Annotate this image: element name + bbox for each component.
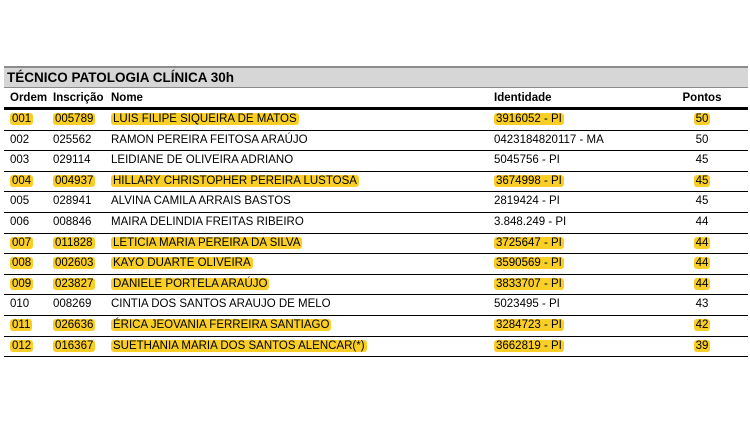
cell-pontos-text: 44: [695, 277, 709, 290]
cell-inscricao: [53, 234, 95, 253]
cell-ordem-text: 012: [12, 339, 32, 352]
cell-identidade: [494, 316, 564, 335]
cell-ordem: [10, 192, 29, 211]
cell-identidade-text: 3725647 - PI: [496, 236, 562, 249]
cell-nome-text: LETICIA MARIA PEREIRA DA SILVA: [113, 236, 301, 249]
cell-inscricao-text: 016367: [55, 339, 94, 352]
header-pontos: Pontos: [682, 92, 722, 104]
cell-inscricao: [53, 337, 95, 356]
cell-nome-text: DANIELE PORTELA ARAÚJO: [113, 277, 268, 290]
table-row: [4, 192, 748, 213]
cell-pontos: [680, 234, 724, 253]
table-row: [4, 172, 748, 193]
header-identidade: Identidade: [494, 92, 552, 104]
cell-ordem-text: 011: [12, 318, 31, 331]
cell-inscricao-text: 028941: [53, 195, 92, 208]
cell-nome-text: HILLARY CHRISTOPHER PEREIRA LUSTOSA: [113, 174, 357, 187]
table-header: [4, 88, 748, 110]
cell-pontos: [680, 337, 724, 356]
cell-pontos: [680, 254, 724, 273]
cell-nome: [111, 192, 291, 211]
cell-pontos: [680, 213, 724, 232]
cell-nome: [111, 151, 293, 170]
table-row: [4, 337, 748, 358]
header-inscricao: Inscrição: [53, 92, 104, 104]
cell-ordem-text: 005: [10, 195, 30, 208]
table-row: [4, 275, 748, 296]
table-row: [4, 110, 748, 131]
header-ordem: Ordem: [10, 92, 48, 104]
cell-ordem-text: 001: [12, 113, 32, 125]
cell-identidade-text: 3916052 - PI: [496, 113, 562, 125]
cell-identidade-text: 3662819 - PI: [496, 339, 562, 352]
cell-identidade-text: 2819424 - PI: [494, 195, 560, 208]
cell-nome: [111, 295, 331, 314]
table-row: [4, 131, 748, 152]
cell-nome-text: MAIRA DELINDIA FREITAS RIBEIRO: [111, 215, 304, 228]
cell-pontos-text: 45: [695, 154, 709, 167]
cell-identidade: [494, 254, 564, 273]
cell-identidade: [494, 213, 566, 232]
cell-nome: [111, 275, 269, 294]
cell-identidade: [494, 234, 564, 253]
cell-ordem: [10, 234, 33, 253]
cell-nome-text: KAYO DUARTE OLIVEIRA: [113, 257, 251, 270]
cell-ordem: [10, 131, 29, 150]
cell-pontos: [680, 275, 724, 294]
cell-inscricao-text: 011828: [55, 236, 93, 249]
cell-identidade: [494, 275, 564, 294]
cell-ordem-text: 006: [10, 215, 30, 228]
cell-pontos: [680, 131, 724, 150]
cell-nome: [111, 316, 331, 335]
cell-ordem: [10, 254, 33, 273]
cell-inscricao: [53, 172, 95, 191]
cell-ordem-text: 008: [12, 257, 32, 270]
table-body: [4, 110, 748, 357]
cell-inscricao: [53, 275, 95, 294]
cell-pontos: [680, 151, 724, 170]
cell-pontos-text: 50: [695, 133, 709, 146]
cell-ordem: [10, 337, 33, 356]
cell-inscricao-text: 008846: [53, 215, 92, 228]
cell-pontos-text: 50: [695, 113, 709, 125]
cell-inscricao-text: 002603: [55, 257, 94, 270]
cell-ordem: [10, 151, 29, 170]
table-row: [4, 234, 748, 255]
cell-identidade: [494, 110, 564, 129]
cell-identidade: [494, 172, 564, 191]
table-row: [4, 213, 748, 234]
cell-nome-text: ALVINA CAMILA ARRAIS BASTOS: [111, 195, 291, 208]
cell-ordem-text: 007: [12, 236, 32, 249]
cell-nome-text: CINTIA DOS SANTOS ARAUJO DE MELO: [111, 298, 331, 311]
table-row: [4, 254, 748, 275]
cell-ordem: [10, 295, 29, 314]
cell-identidade: [494, 295, 560, 314]
cell-inscricao-text: 005789: [55, 113, 94, 125]
cell-nome: [111, 337, 367, 356]
cell-inscricao: [53, 110, 95, 129]
cell-identidade: [494, 151, 560, 170]
cell-ordem: [10, 213, 29, 232]
cell-pontos: [680, 295, 724, 314]
cell-ordem-text: 002: [10, 133, 30, 146]
table-row: [4, 295, 748, 316]
cell-ordem-text: 010: [10, 298, 30, 311]
cell-identidade-text: 3833707 - PI: [496, 277, 562, 290]
cell-inscricao-text: 004937: [55, 174, 94, 187]
cell-inscricao: [53, 131, 91, 150]
cell-pontos: [680, 172, 724, 191]
cell-inscricao: [53, 192, 91, 211]
cell-identidade-text: 3284723 - PI: [496, 318, 562, 331]
cell-pontos-text: 45: [695, 195, 709, 208]
cell-ordem-text: 004: [12, 174, 32, 187]
cell-inscricao: [53, 254, 95, 273]
cell-nome: [111, 213, 304, 232]
cell-pontos: [680, 192, 724, 211]
cell-identidade-text: 3590569 - PI: [496, 257, 562, 270]
cell-inscricao: [53, 316, 95, 335]
cell-inscricao-text: 026636: [55, 318, 94, 331]
cell-pontos: [680, 110, 724, 129]
cell-ordem: [10, 316, 32, 335]
cell-nome-text: ÉRICA JEOVANIA FERREIRA SANTIAGO: [113, 318, 330, 331]
cell-ordem-text: 009: [12, 277, 32, 290]
cell-inscricao-text: 029114: [53, 154, 91, 167]
cell-inscricao-text: 023827: [55, 277, 94, 290]
cell-identidade-text: 3.848.249 - PI: [494, 215, 567, 228]
table-row: [4, 151, 748, 172]
cell-pontos-text: 45: [695, 174, 709, 187]
cell-pontos-text: 39: [695, 339, 709, 352]
cell-identidade: [494, 337, 564, 356]
cell-pontos-text: 43: [695, 298, 709, 311]
cell-nome: [111, 110, 299, 129]
cell-ordem-text: 003: [10, 154, 30, 167]
cell-nome-text: LUIS FILIPE SIQUEIRA DE MATOS: [113, 113, 297, 125]
cell-identidade-text: 3674998 - PI: [496, 174, 562, 187]
cell-inscricao: [53, 295, 91, 314]
cell-ordem: [10, 172, 33, 191]
cell-pontos-text: 44: [695, 215, 709, 228]
cell-ordem: [10, 275, 33, 294]
cell-inscricao-text: 008269: [53, 298, 92, 311]
cell-pontos-text: 44: [695, 236, 709, 249]
cell-identidade-text: 5023495 - PI: [494, 298, 560, 311]
section-title: TÉCNICO PATOLOGIA CLÍNICA 30h: [4, 66, 748, 88]
table-row: [4, 316, 748, 337]
cell-nome-text: LEIDIANE DE OLIVEIRA ADRIANO: [111, 154, 294, 167]
cell-nome-text: SUETHANIA MARIA DOS SANTOS ALENCAR(*): [113, 339, 365, 352]
cell-pontos: [680, 316, 724, 335]
results-sheet: [4, 66, 748, 357]
cell-ordem: [10, 110, 33, 129]
cell-inscricao: [53, 213, 91, 232]
cell-identidade: [494, 131, 604, 150]
cell-identidade-text: 5045756 - PI: [494, 154, 560, 167]
cell-inscricao-text: 025562: [53, 133, 92, 146]
cell-pontos-text: 44: [695, 257, 709, 270]
cell-nome: [111, 172, 359, 191]
cell-nome: [111, 254, 253, 273]
cell-identidade: [494, 192, 560, 211]
cell-nome: [111, 234, 302, 253]
cell-nome: [111, 131, 308, 150]
header-nome: Nome: [111, 92, 143, 104]
cell-inscricao: [53, 151, 91, 170]
cell-identidade-text: 0423184820117 - MA: [494, 133, 604, 146]
cell-pontos-text: 42: [695, 318, 709, 331]
cell-nome-text: RAMON PEREIRA FEITOSA ARAÚJO: [111, 133, 308, 146]
